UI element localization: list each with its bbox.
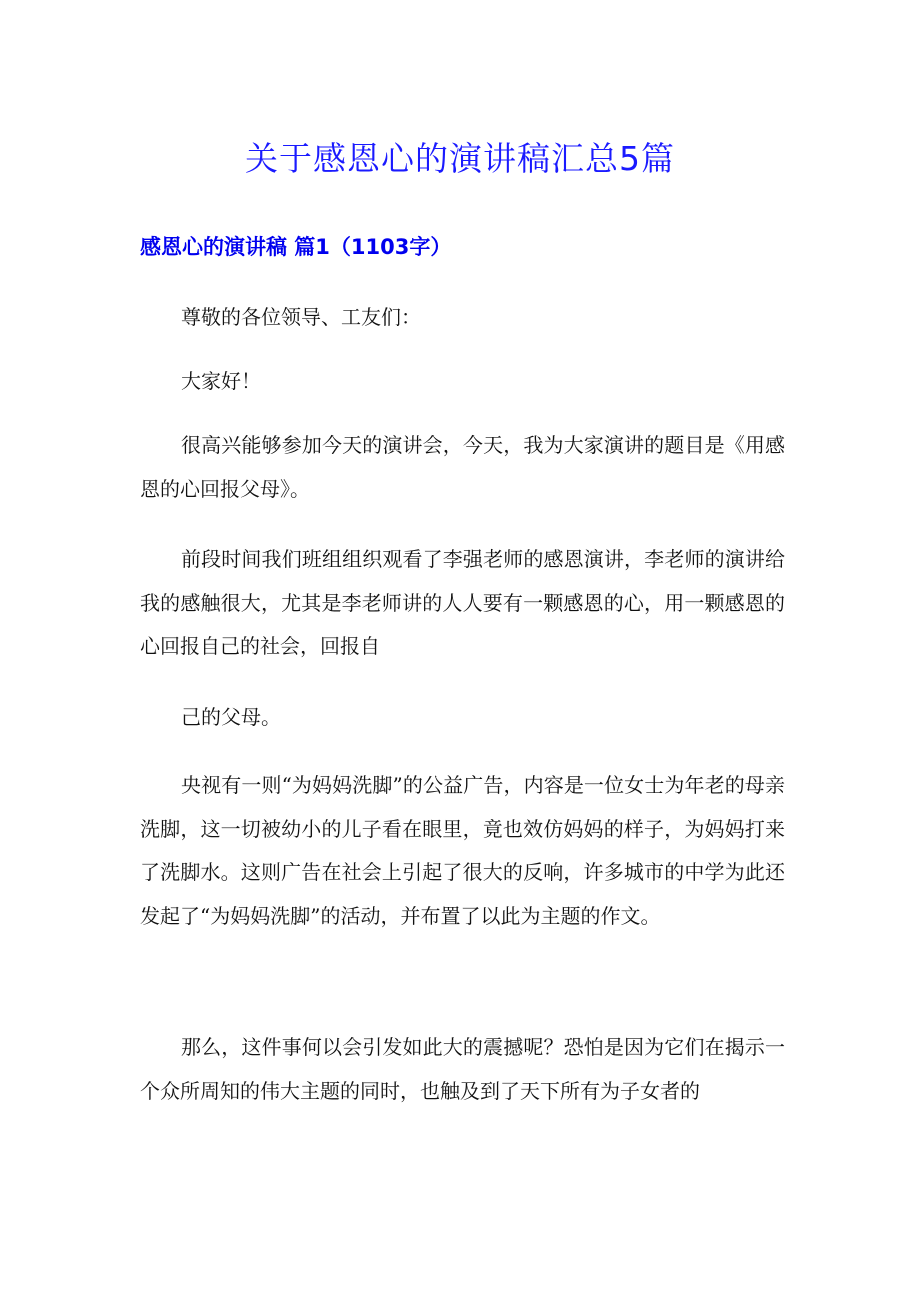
paragraph-lecture-continued: 己的父母。: [181, 705, 281, 729]
section-heading: 感恩心的演讲稿 篇1（1103字）: [140, 235, 452, 259]
paragraph-question: 那么，这件事何以会引发如此大的震撼呢？恐怕是因为它们在揭示一个众所周知的伟大主题的同时，也触及到了天下所有为子女者的: [140, 1035, 785, 1103]
document-title: 关于感恩心的演讲稿汇总5篇: [245, 139, 675, 178]
paragraph-advertisement: 央视有一则“为妈妈洗脚”的公益广告，内容是一位女士为年老的母亲洗脚，这一切被幼小的儿子看在眼里，竟也效仿妈妈的样子，为妈妈打来了洗脚水。这则广告在社会上引起了很大的反响，许多城市的中学为此还发起了“为妈妈洗脚”的活动，并布置了以此为主题的作文。: [140, 773, 785, 928]
paragraph-greeting: 尊敬的各位领导、工友们：: [181, 305, 421, 329]
paragraph-hello: 大家好！: [181, 369, 261, 393]
paragraph-intro: 很高兴能够参加今天的演讲会，今天，我为大家演讲的题目是《用感恩的心回报父母》。: [140, 433, 785, 501]
paragraph-lecture: 前段时间我们班组组织观看了李强老师的感恩演讲，李老师的演讲给我的感触很大，尤其是李老师讲的人人要有一颗感恩的心，用一颗感恩的心回报自己的社会，回报自: [140, 547, 785, 658]
